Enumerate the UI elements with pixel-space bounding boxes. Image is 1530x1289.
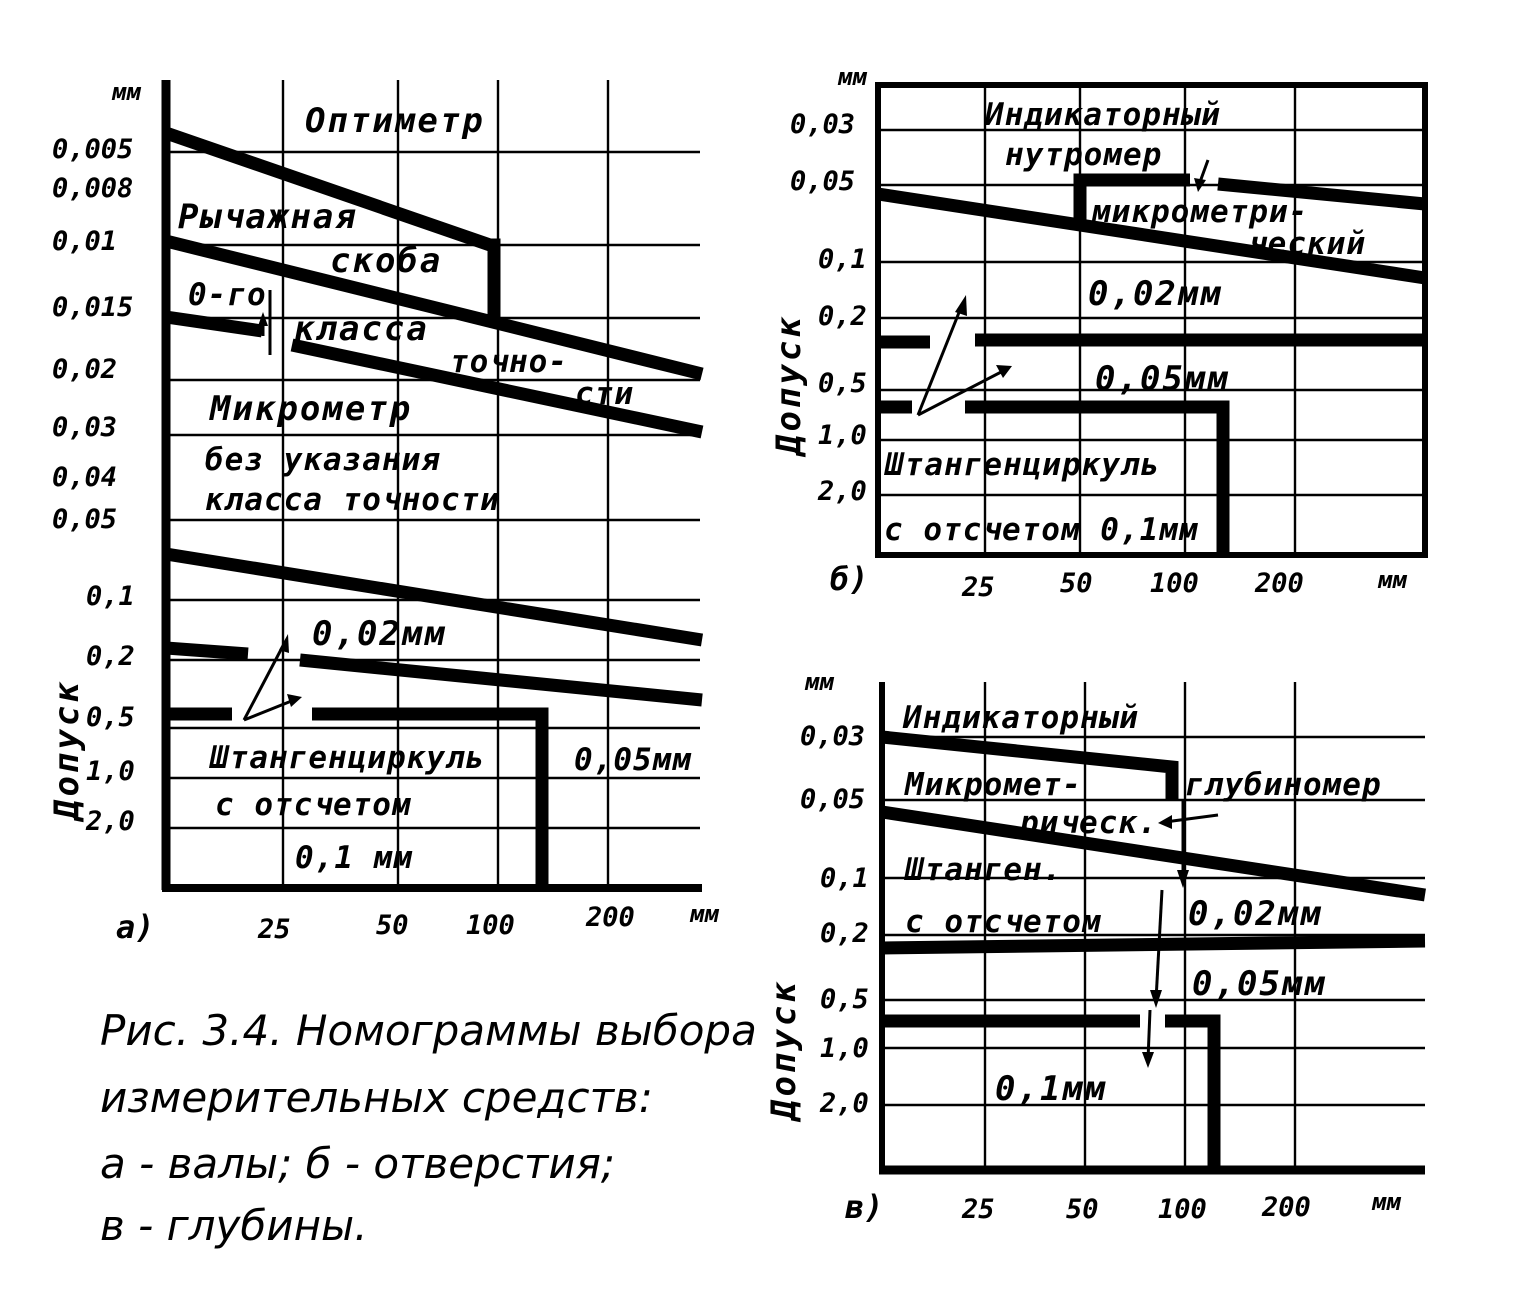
label-lever-1: Рычажная [178, 197, 358, 237]
y-tick-label: 0,1 [818, 244, 867, 275]
label-optimeter: Оптиметр [305, 101, 485, 141]
arrow-icon [244, 642, 285, 720]
y-tick-label: 0,01 [52, 226, 118, 257]
arrow-head-icon [996, 365, 1012, 378]
label-vernier-002: 0,02мм [1188, 894, 1323, 934]
y-tick-label: 0,05 [800, 784, 866, 815]
caption-line-3: а - валы; б - отверстия; [100, 1139, 616, 1188]
label-micro-1: Микромет- [905, 767, 1082, 803]
panel-b-x-unit: мм [1378, 566, 1407, 594]
x-tick-label: 100 [1150, 568, 1199, 599]
panel-a-y-label: Допуск [47, 679, 87, 820]
label-class0-4: сти [575, 376, 634, 412]
y-tick-label: 0,03 [790, 109, 856, 140]
y-tick-label: 0,02 [52, 354, 118, 385]
band-vernier-002 [882, 941, 1425, 948]
x-tick-label: 200 [1262, 1192, 1311, 1223]
y-tick-label: 2,0 [818, 476, 867, 507]
y-tick-label: 0,03 [800, 721, 866, 752]
panel-b-y-unit: мм [838, 63, 867, 91]
x-tick-label: 25 [962, 1194, 995, 1225]
label-vernier-01: 0,1мм [995, 1069, 1108, 1109]
label-vernier-005: 0,05мм [1192, 964, 1327, 1004]
y-tick-label: 0,2 [818, 301, 867, 332]
x-tick-label: 100 [1158, 1194, 1207, 1225]
panel-c-y-ticks [800, 721, 869, 1119]
y-tick-label: 0,04 [52, 462, 118, 493]
x-tick-label: 25 [258, 914, 291, 945]
label-micrometer: Микрометр [210, 389, 413, 429]
label-depth: глубиномер [1185, 767, 1382, 803]
y-tick-label: 2,0 [820, 1088, 869, 1119]
band-vernier-01-b [1165, 1021, 1214, 1170]
x-tick-label: 100 [466, 910, 515, 941]
y-tick-label: 1,0 [86, 756, 135, 787]
label-vernier-3: 0,1 мм [295, 840, 413, 876]
y-tick-label: 0,5 [820, 984, 869, 1015]
panel-b-label: б) [830, 560, 869, 598]
panel-c-x-ticks [961, 1192, 1311, 1225]
panel-a-shafts [47, 78, 719, 946]
label-indicator-1: Индикаторный [985, 97, 1221, 133]
y-tick-label: 0,05 [790, 166, 856, 197]
label-vernier-002: 0,02мм [312, 614, 447, 654]
y-tick-label: 0,1 [86, 581, 135, 612]
panel-a-y-unit: мм [112, 78, 141, 106]
y-tick-label: 1,0 [820, 1033, 869, 1064]
label-no-class-2: класса точности [205, 482, 500, 518]
label-lever-2: скоба [330, 241, 443, 281]
panel-a-x-ticks [257, 902, 635, 945]
label-vernier-005: 0,05мм [1095, 359, 1230, 399]
caption-line-2: измерительных средств: [100, 1073, 653, 1122]
arrow-icon [918, 305, 962, 415]
label-vernier-002: 0,02мм [1088, 274, 1223, 314]
panel-c-depths [764, 668, 1425, 1226]
label-vernier-1: Штангенциркуль [885, 447, 1161, 483]
x-tick-label: 200 [586, 902, 635, 933]
panel-b-x-ticks [961, 568, 1304, 603]
panel-c-label: в) [845, 1188, 884, 1226]
y-tick-label: 0,2 [820, 918, 869, 949]
arrow-head-icon [1142, 1052, 1154, 1068]
y-tick-label: 0,015 [52, 292, 134, 323]
label-vernier-1: Штангенциркуль [210, 740, 486, 776]
caption-line-1: Рис. 3.4. Номограммы выбора [100, 1006, 757, 1055]
panel-b-y-label: Допуск [769, 314, 809, 455]
label-class0-3: точно- [450, 344, 568, 380]
x-tick-label: 25 [962, 572, 995, 603]
panel-b-holes [769, 63, 1425, 603]
x-tick-label: 200 [1255, 568, 1304, 599]
arrow-head-icon [1158, 815, 1172, 829]
panel-a-label: а) [116, 908, 155, 946]
y-tick-label: 0,2 [86, 641, 135, 672]
panel-a-x-unit: мм [690, 900, 719, 928]
x-tick-label: 50 [376, 910, 409, 941]
y-tick-label: 0,005 [52, 134, 134, 165]
label-vernier-2: с отсчетом [905, 904, 1102, 940]
y-tick-label: 0,008 [52, 173, 134, 204]
y-tick-label: 1,0 [818, 420, 867, 451]
label-indicator-2: нутромер [1005, 137, 1163, 173]
y-tick-label: 0,03 [52, 412, 118, 443]
label-vernier-005: 0,05мм [574, 742, 692, 778]
label-micrometric-2: ческий [1248, 226, 1366, 262]
panel-c-x-unit: мм [1372, 1188, 1401, 1216]
arrow-head-icon [287, 694, 302, 707]
arrow-icon [1200, 160, 1208, 182]
label-micro-2: рическ. [1020, 805, 1158, 841]
figure-caption [100, 1006, 757, 1250]
label-no-class-1: без указания [205, 442, 441, 478]
arrow-icon [1165, 815, 1218, 822]
caption-line-4: в - глубины. [100, 1201, 368, 1250]
label-class0-1: 0-го [188, 277, 267, 313]
y-tick-label: 0,05 [52, 504, 118, 535]
label-vernier-2: с отсчетом 0,1мм [884, 512, 1199, 548]
label-vernier-1: Штанген. [905, 852, 1063, 888]
panel-c-y-unit: мм [805, 668, 834, 696]
band-vernier-002-b [300, 660, 702, 700]
band-vernier-002-a [166, 648, 248, 654]
label-vernier-2: с отсчетом [215, 787, 412, 823]
panel-c-y-label: Допуск [764, 979, 804, 1120]
label-micrometric-1: микрометри- [1092, 194, 1309, 230]
y-tick-label: 0,1 [820, 863, 869, 894]
arrow-head-icon [955, 295, 967, 316]
y-tick-label: 0,5 [86, 702, 135, 733]
label-class0-2: класса [294, 309, 429, 349]
x-tick-label: 50 [1060, 568, 1093, 599]
x-tick-label: 50 [1066, 1194, 1099, 1225]
y-tick-label: 2,0 [86, 806, 135, 837]
y-tick-label: 0,5 [818, 368, 867, 399]
label-indicator: Индикаторный [903, 700, 1139, 736]
